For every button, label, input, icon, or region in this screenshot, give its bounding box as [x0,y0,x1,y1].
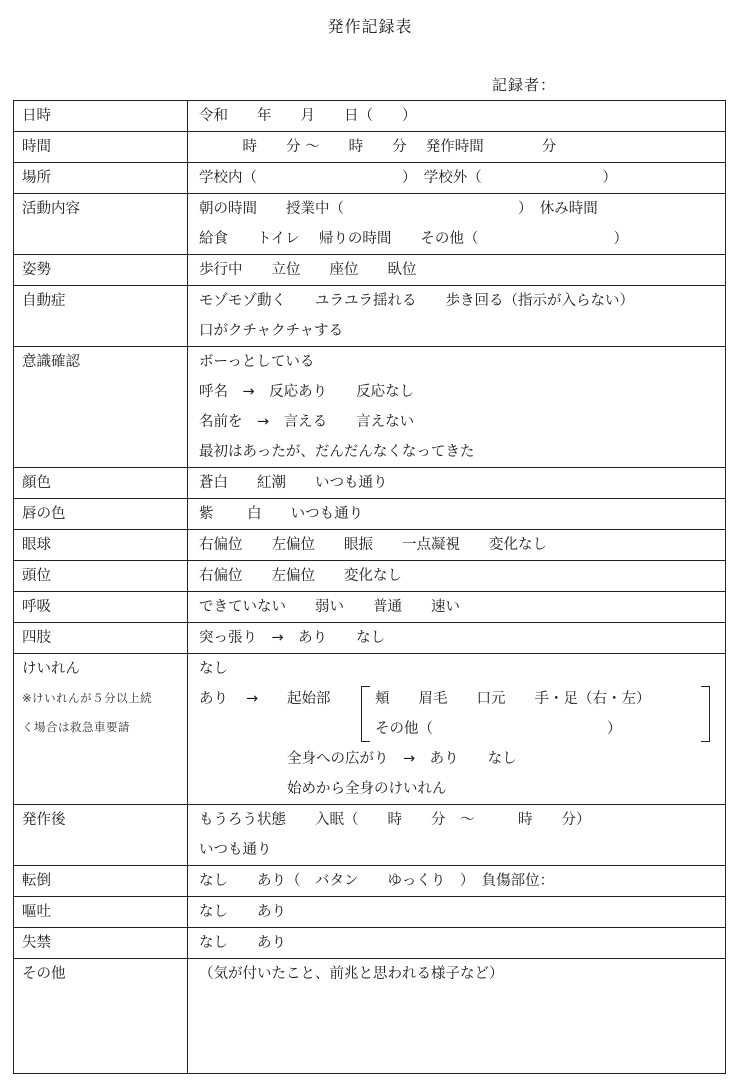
value-seizure[interactable] [188,654,726,805]
after-line-1: もうろう状態 入眠（ 時 分 〜 時 分） [199,812,591,828]
row-eyeballs [14,530,726,561]
row-incontinence [14,928,726,959]
row-consciousness [14,347,726,468]
form-title: 発作記録表 [327,17,413,36]
value-automatism[interactable] [188,286,726,347]
row-after-seizure [14,805,726,866]
activity-line-2: 給食 トイレ 帰りの時間 その他（ ） [199,231,628,247]
value-duration[interactable] [188,132,726,163]
left-bracket [361,686,370,742]
label-after-seizure: 発作後 [14,805,188,866]
automatism-line-2: 口がクチャクチャする [199,323,344,339]
label-datetime: 日時 [14,101,188,132]
label-automatism: 自動症 [14,286,188,347]
label-other: その他 [14,959,188,1074]
label-breathing: 呼吸 [14,592,188,623]
recorder-label: 記録者： [492,76,557,94]
seizure-record-table [13,100,726,1074]
seizure-yes: あり [199,691,228,707]
other-hint: （気が付いたこと、前兆と思われる様子など） [199,966,504,982]
automatism-line-1: モゾモゾ動く ユラユラ揺れる 歩き回る（指示が入らない） [199,293,634,309]
complexion-line: 蒼白 紅潮 いつも通り [199,475,388,491]
value-other[interactable] [188,959,726,1074]
seizure-detail [199,684,725,804]
row-limbs [14,623,726,654]
value-lip-color[interactable] [188,499,726,530]
value-complexion[interactable] [188,468,726,499]
onset-options: 頬 眉毛 口元 手・足（右・左） [375,691,651,707]
label-limbs: 四肢 [14,623,188,654]
seizure-none: なし [199,661,228,677]
incontinence-line: なし あり [199,935,286,951]
value-limbs[interactable] [188,623,726,654]
row-automatism [14,286,726,347]
limbs-line: 突っ張り → あり なし [199,630,386,646]
label-activity: 活動内容 [14,194,188,255]
value-incontinence[interactable] [188,928,726,959]
label-duration: 時間 [14,132,188,163]
after-line-2: いつも通り [199,842,272,858]
consciousness-line-4: 最初はあったが、だんだんなくなってきた [199,444,475,460]
row-datetime [14,101,726,132]
label-place: 場所 [14,163,188,194]
value-eyeballs[interactable] [188,530,726,561]
value-head-position[interactable] [188,561,726,592]
posture-line: 歩行中 立位 座位 臥位 [199,262,417,278]
value-consciousness[interactable] [188,347,726,468]
value-datetime[interactable] [188,101,726,132]
onset-other: その他（ ） [375,721,622,737]
row-place [14,163,726,194]
seizure-spread: 全身への広がり → あり なし [287,751,517,767]
place-line: 学校内（ ） 学校外（ ） [199,170,617,186]
consciousness-line-3: 名前を → 言える 言えない [199,414,415,430]
value-place[interactable] [188,163,726,194]
right-bracket [701,686,710,742]
value-breathing[interactable] [188,592,726,623]
lip-color-line: 紫 白 いつも通り [199,506,364,522]
row-vomit [14,897,726,928]
label-consciousness: 意識確認 [14,347,188,468]
seizure-whole-body: 始めから全身のけいれん [287,781,447,797]
row-lip-color [14,499,726,530]
seizure-onset-label: 起始部 [287,691,331,707]
label-head-position: 頭位 [14,561,188,592]
seizure-note-1: ※けいれんが５分以上続 [22,691,153,705]
label-eyeballs: 眼球 [14,530,188,561]
value-posture[interactable] [188,255,726,286]
seizure-note-2: く場合は救急車要請 [22,720,130,734]
row-activity [14,194,726,255]
datetime-line: 令和 年 月 日（ ） [199,108,417,124]
label-vomit: 嘔吐 [14,897,188,928]
value-after-seizure[interactable] [188,805,726,866]
duration-line: 時 分 〜 時 分 発作時間 分 [199,139,557,155]
row-posture [14,255,726,286]
head-position-line: 右偏位 左偏位 変化なし [199,568,402,584]
fall-line: なし あり（ バタン ゆっくり ） 負傷部位： [199,873,555,889]
consciousness-line-2: 呼名 → 反応あり 反応なし [199,384,415,400]
seizure-label: けいれん [22,661,80,677]
breathing-line: できていない 弱い 普通 速い [199,599,460,615]
eyeballs-line: 右偏位 左偏位 眼振 一点凝視 変化なし [199,537,547,553]
row-seizure [14,654,726,805]
row-duration [14,132,726,163]
value-fall[interactable] [188,866,726,897]
consciousness-line-1: ボーっとしている [199,354,315,370]
row-complexion [14,468,726,499]
row-head-position [14,561,726,592]
activity-line-1: 朝の時間 授業中（ ） 休み時間 [199,201,598,217]
value-activity[interactable] [188,194,726,255]
value-vomit[interactable] [188,897,726,928]
vomit-line: なし あり [199,904,286,920]
label-complexion: 顔色 [14,468,188,499]
label-incontinence: 失禁 [14,928,188,959]
seizure-arrow: → [246,691,259,707]
label-lip-color: 唇の色 [14,499,188,530]
row-other [14,959,726,1074]
row-breathing [14,592,726,623]
label-fall: 転倒 [14,866,188,897]
label-seizure [14,654,188,805]
row-fall [14,866,726,897]
label-posture: 姿勢 [14,255,188,286]
